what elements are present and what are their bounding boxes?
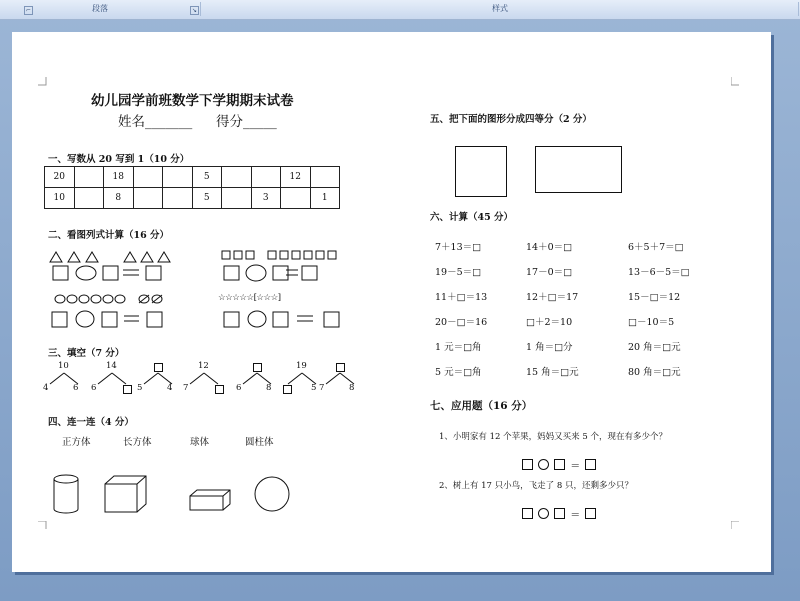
table-cell [74,167,104,188]
tree-branch-icon [184,363,224,397]
calc-item: 14＋0＝□ [526,242,573,253]
page-title: 幼儿园学前班数学下学期期末试卷 [91,93,294,109]
label-cuboid: 长方体 [123,437,152,448]
ribbon-group-label: 样式 [492,4,508,13]
shapes-to-divide-icon [455,145,625,200]
tree-number: 12 [198,361,209,371]
dialog-launcher-icon[interactable]: ↘ [191,7,198,14]
table-cell [251,167,281,188]
number-table [44,166,340,209]
answer-box-icon [522,459,533,470]
calc-item: □－10＝5 [628,317,675,328]
tree-number: 8 [349,383,355,393]
equation-shapes-icon [48,264,173,284]
triangles-picture-icon [48,250,173,264]
calc-item: 11＋□＝13 [435,292,488,303]
equation-shapes-icon [48,310,173,330]
table-cell [222,167,252,188]
calc-item: 1 元＝□角 [435,342,482,353]
answer-box-icon [554,459,565,470]
tree-number: 4 [43,383,49,393]
table-cell: 5 [192,167,222,188]
q1-heading: 一、写数从 20 写到 1（10 分） [48,154,190,165]
operator-circle-icon [538,508,549,519]
tree-number: 6 [91,383,97,393]
operator-circle-icon [538,459,549,470]
problem-1: 1、小明家有 12 个苹果，妈妈又买来 5 个，现在有多少个？ [439,432,667,442]
answer-boxes-2: ＝ [522,503,596,522]
tree-branch-icon [92,363,132,397]
table-cell: 12 [281,167,311,188]
number-tree [237,363,277,397]
ribbon-bar [0,0,800,20]
margin-mark-icon [731,521,740,530]
tree-number: 7 [183,383,189,393]
calc-item: 15 角＝□元 [526,367,579,378]
number-tree [282,361,325,397]
equation-shapes-icon [220,310,345,330]
table-cell [133,167,163,188]
q5-heading: 五、把下面的图形分成四等分（2 分） [430,114,592,125]
calc-item: 12＋□＝17 [526,292,579,303]
number-tree [92,363,132,397]
calc-item: 6＋5＋7＝□ [628,242,684,253]
squares-picture-icon [220,250,345,262]
table-cell [74,188,104,209]
table-cell [281,188,311,209]
calc-item: 20 角＝□元 [628,342,681,353]
tree-branch-icon [44,363,84,397]
tree-number: 7 [319,383,325,393]
solid-shapes-icon [50,472,300,517]
stars-picture: ☆☆☆☆☆[☆☆☆] [218,293,281,303]
tree-branch-icon [320,363,360,397]
table-cell [163,188,193,209]
calc-item: 15－□＝12 [628,292,681,303]
number-tree [184,363,224,397]
answer-box-icon [522,508,533,519]
equation-shapes-icon [220,264,345,284]
answer-box-icon [585,508,596,519]
name-field: 姓名_______ [118,114,193,130]
answer-boxes-1: ＝ [522,454,596,473]
q3-heading: 三、填空（7 分） [48,348,125,359]
tree-branch-icon [282,363,325,397]
calc-item: 1 角＝□分 [526,342,573,353]
q4-heading: 四、连一连（4 分） [48,417,134,428]
calc-item: □＋2＝10 [526,317,573,328]
label-cylinder: 圆柱体 [245,437,274,448]
calc-item: 17－0＝□ [526,267,573,278]
q2-heading: 二、看图列式计算（16 分） [48,230,170,241]
table-cell: 20 [45,167,75,188]
q7-heading: 七、应用题（16 分） [430,400,533,412]
tree-number: 6 [73,383,79,393]
tree-number: 8 [266,383,272,393]
circles-picture-icon [50,292,170,306]
calc-item: 5 元＝□角 [435,367,482,378]
q6-heading: 六、计算（45 分） [430,212,514,223]
table-cell: 18 [104,167,134,188]
tree-number: 4 [167,383,173,393]
label-sphere: 球体 [190,437,210,448]
margin-mark-icon [731,77,740,86]
table-cell: 5 [192,188,222,209]
table-cell [310,167,340,188]
table-cell: 10 [45,188,75,209]
dialog-launcher-icon[interactable]: ⌐ [25,7,32,14]
table-cell [163,167,193,188]
margin-mark-icon [38,521,47,530]
table-cell [222,188,252,209]
number-tree [320,363,360,397]
calc-item: 19－5＝□ [435,267,482,278]
table-cell: 1 [310,188,340,209]
tree-number: 14 [106,361,117,371]
ribbon-group-styles [202,2,799,16]
tree-number: 5 [311,383,317,393]
ribbon-group-label: 段落 [92,4,108,13]
tree-number: 19 [296,361,307,371]
label-cube: 正方体 [62,437,91,448]
calc-item: 80 角＝□元 [628,367,681,378]
calc-item: 7＋13＝□ [435,242,482,253]
tree-number: 5 [137,383,143,393]
tree-number: 6 [236,383,242,393]
ribbon-group-paragraph [0,2,201,16]
score-field: 得分_____ [216,114,277,130]
number-tree [138,363,178,397]
calc-item: 13－6－5＝□ [628,267,690,278]
table-cell: 8 [104,188,134,209]
answer-box-icon [554,508,565,519]
number-tree [44,363,84,397]
table-cell [133,188,163,209]
problem-2: 2、树上有 17 只小鸟，飞走了 8 只，还剩多少只？ [439,481,633,491]
tree-branch-icon [138,363,178,397]
calc-item: 20－□＝16 [435,317,488,328]
margin-mark-icon [38,77,47,86]
table-cell: 3 [251,188,281,209]
answer-box-icon [585,459,596,470]
tree-branch-icon [237,363,277,397]
tree-number: 10 [58,361,69,371]
